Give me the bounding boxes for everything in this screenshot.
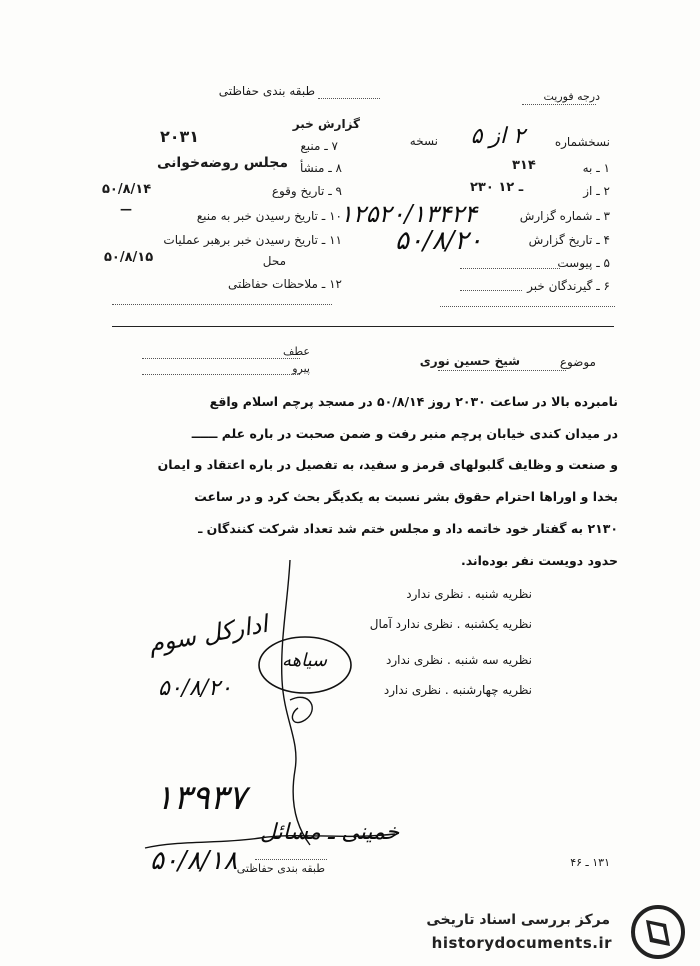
body-line-3: و صنعت و وظایف گلبولهای قرمز و سفید، به تفصیل در باره اعتقاد و ایمان bbox=[157, 457, 618, 472]
field-event-date-label: ۹ ـ تاریخ وقوع bbox=[271, 184, 342, 198]
field-location-value: ۵۰/۸/۱۵ bbox=[104, 250, 154, 265]
field-from-label: ۲ ـ از bbox=[583, 184, 610, 198]
urgency-underline bbox=[522, 104, 596, 105]
handwritten-stamp-text: سیاهه bbox=[282, 650, 328, 671]
reference-atf-label: عطف bbox=[283, 345, 310, 358]
field-from-value: ۲۳۰ ـ ۱۲ bbox=[470, 180, 524, 195]
classification-label-top: طبقه بندی حفاظتی bbox=[218, 84, 315, 98]
field-event-date-value: ۵۰/۸/۱۴ bbox=[102, 182, 152, 197]
right-blank-line-1 bbox=[440, 306, 615, 307]
archive-logo-icon bbox=[630, 904, 686, 960]
note-sunday: نظریه یکشنبه . نظری ندارد آمال bbox=[369, 617, 532, 631]
body-line-1: نامبرده بالا در ساعت ۲۰۳۰ روز ۵۰/۸/۱۴ در مسجد پرچم اسلام واقع bbox=[209, 394, 618, 409]
attachment-line bbox=[460, 268, 560, 269]
field-report-date-value: ۵۰/۸/۲۰ bbox=[395, 226, 483, 256]
field-to-label: ۱ ـ به bbox=[582, 161, 610, 175]
copy-number-label: نسخشماره bbox=[554, 135, 610, 149]
header-divider bbox=[112, 326, 614, 327]
note-wednesday: نظریه چهارشنبه . نظری ندارد bbox=[383, 683, 532, 697]
field-security-notes-label: ۱۲ ـ ملاحظات حفاظتی bbox=[228, 277, 342, 291]
recipients-line bbox=[460, 290, 522, 291]
field-report-date-label: ۴ ـ تاریخ گزارش bbox=[528, 233, 610, 247]
reference-peyro-label: پیرو bbox=[292, 362, 310, 375]
body-line-6: حدود دویست نفر بوده‌اند. bbox=[460, 553, 618, 568]
handwritten-date-top: ۵۰/۸/۲۰ bbox=[158, 676, 232, 701]
body-line-4: بخدا و اوراها احترام حقوق بشر نسبت به یکدیگر بحث کرد و در ساعت bbox=[194, 489, 618, 504]
field-report-number-label: ۳ ـ شماره گزارش bbox=[519, 209, 610, 223]
body-line-2: در میدان کندی خیابان پرچم منبر رفت و ضمن صحبت در باره علم ــــــ bbox=[191, 426, 618, 441]
handwritten-archive-number: ۱۳۹۳۷ bbox=[155, 778, 247, 818]
subject-line bbox=[438, 370, 566, 371]
copy-number-handwritten: ۲ از ۵ bbox=[470, 124, 525, 149]
field-source-label: ۷ ـ منبع bbox=[300, 139, 338, 153]
left-blank-line-1 bbox=[112, 304, 332, 305]
watermark-text: مرکز بررسی اسناد تاریخی bbox=[426, 912, 610, 928]
field-origin-value: مجلس روضه‌خوانی bbox=[156, 155, 288, 171]
body-line-5: ۲۱۳۰ به گفتار خود خاتمه داد و مجلس ختم شد تعداد شرکت کنندگان ـ bbox=[198, 521, 618, 536]
handwritten-bottom-signature: خمینی ـ مسائل bbox=[260, 820, 400, 845]
field-source-date-value: — bbox=[120, 202, 133, 216]
report-code: ۲۰۳۱ bbox=[160, 127, 200, 146]
subject-value: شیخ حسین نوری bbox=[419, 354, 520, 368]
classification-underline bbox=[318, 98, 380, 99]
report-title: گزارش خبر bbox=[292, 117, 360, 131]
footer-classification-underline bbox=[255, 859, 327, 860]
field-attachment-label: ۵ ـ پیوست bbox=[557, 256, 610, 270]
footer-classification-label: طبقه بندی حفاظتی bbox=[236, 862, 325, 875]
field-ops-date-label: ۱۱ ـ تاریخ رسیدن خبر برهبر عملیات bbox=[163, 233, 342, 247]
note-saturday: نظریه شنبه . نظری ندارد bbox=[406, 587, 532, 601]
reference-atf-line bbox=[142, 358, 300, 359]
subject-label: موضوع bbox=[559, 355, 596, 369]
copy-label: نسخه bbox=[409, 134, 438, 148]
urgency-label: درجه فوریت bbox=[543, 90, 600, 103]
field-to-value: ۳۱۴ bbox=[512, 158, 536, 173]
note-tuesday: نظریه سه شنبه . نظری ندارد bbox=[386, 653, 532, 667]
field-source-date-label: ۱۰ ـ تاریخ رسیدن خبر به منبع bbox=[196, 209, 342, 223]
handwritten-signature-top: ادارکل سوم bbox=[146, 609, 270, 659]
field-report-number-value: ۱۲۵۲۰/۱۳۴۲۴ bbox=[340, 200, 477, 228]
footer-form-code: ۱۳۱ ـ ۴۶ bbox=[570, 856, 610, 869]
field-location-label: محل bbox=[262, 254, 286, 268]
field-recipients-label: ۶ ـ گیرندگان خبر bbox=[527, 279, 610, 293]
reference-peyro-line bbox=[142, 374, 300, 375]
handwritten-date-bottom: ۵۰/۸/۱۸ bbox=[150, 846, 238, 876]
routing-line-icon bbox=[250, 560, 360, 850]
field-origin-label: ۸ ـ منشأ bbox=[299, 161, 342, 175]
watermark-url[interactable]: historydocuments.ir bbox=[431, 934, 612, 952]
